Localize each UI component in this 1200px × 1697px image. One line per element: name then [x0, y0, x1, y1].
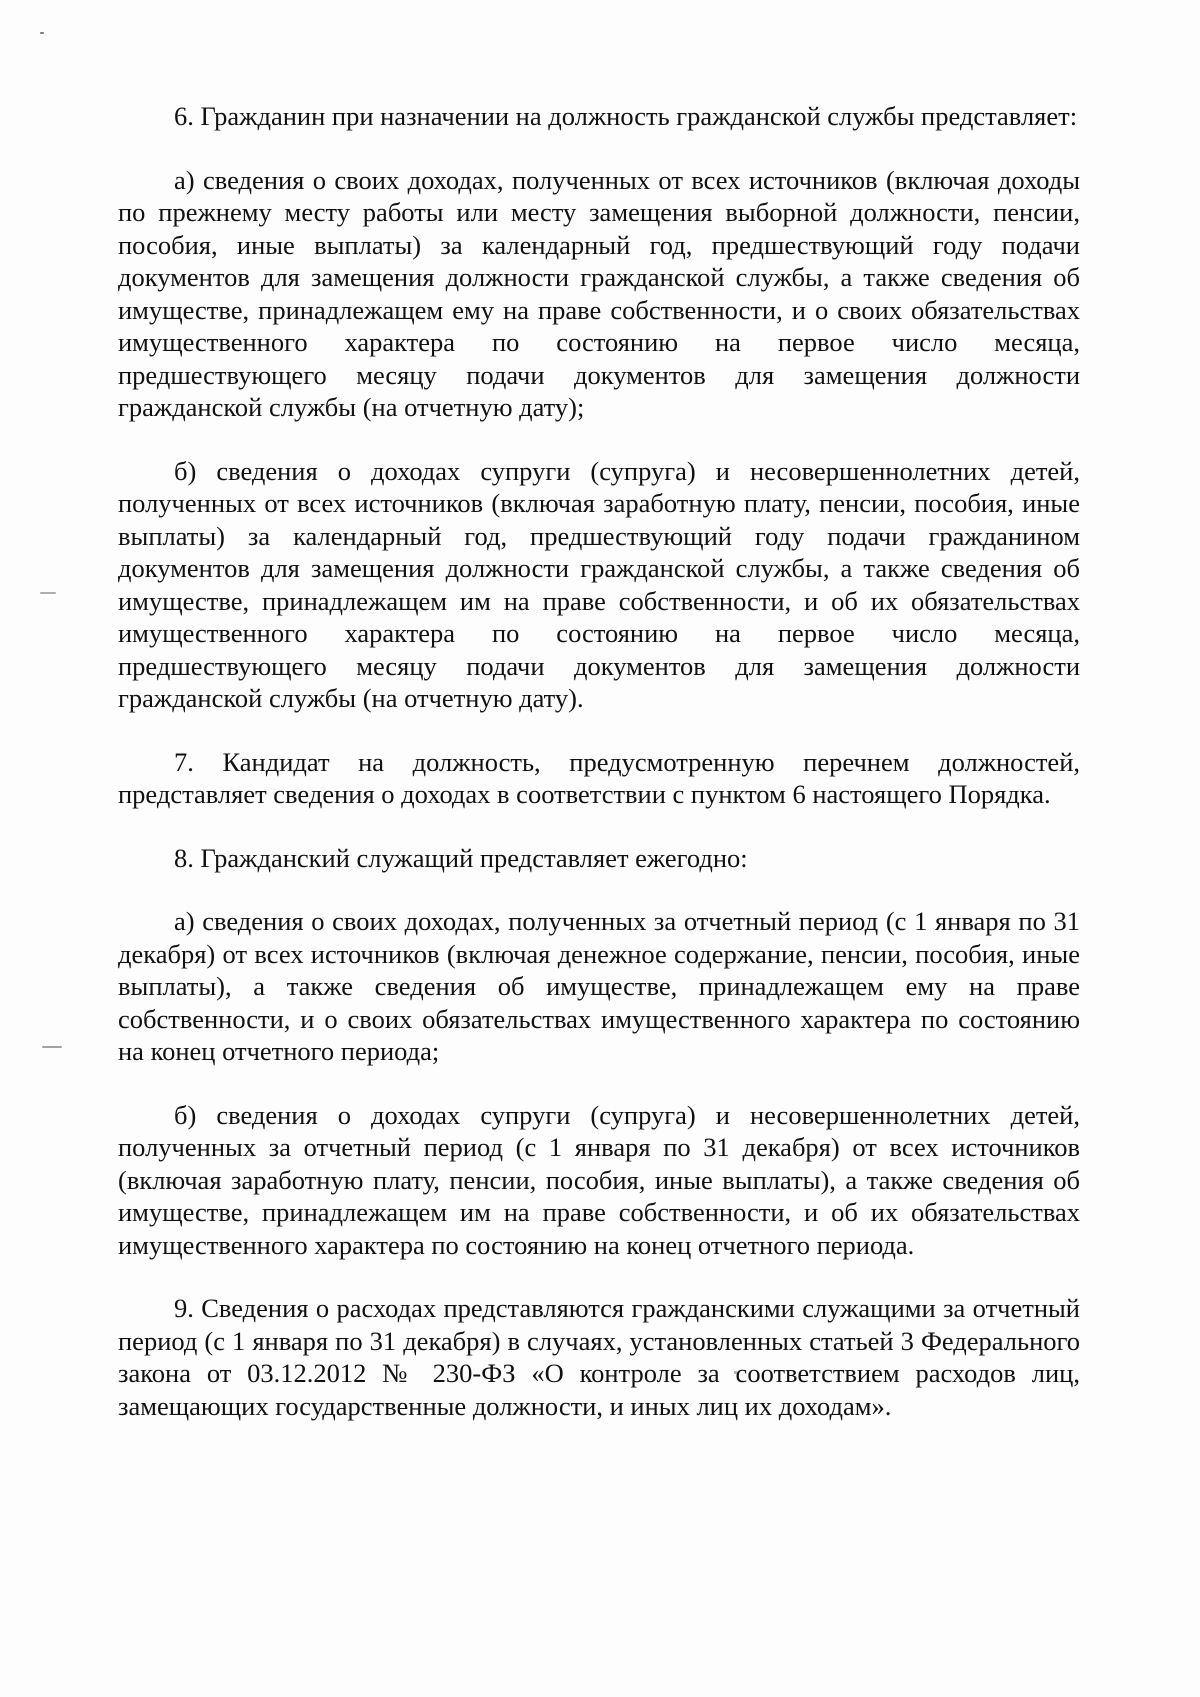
paragraph-6: 6. Гражданин при назначении на должность гражданской службы представляет:: [174, 101, 1078, 131]
document-body: [118, 100, 1080, 1422]
paragraph-7: 7. Кандидат на должность, предусмотренную перечнем должностей, представляет сведения о доходах в соответствии с пунктом 6 настоящего Порядка.: [118, 746, 1080, 809]
paragraph-8b: б) сведения о доходах супруги (супруга) и несовершеннолетних детей, полученных за отчетный период (с 1 января по 31 декабря) от всех источников (включая заработную плату, пенсии, пособия, иные выплаты), а также сведения об имуществе, принадлежащем им на праве собственности, и об их обязательствах имущественного характера по состоянию на конец отчетного периода.: [118, 1099, 1080, 1260]
scan-speck: [40, 592, 56, 594]
paragraph-6a: а) сведения о своих доходах, полученных от всех источников (включая доходы по прежнему месту работы или месту замещения выборной должности, пенсии, пособия, иные выплаты) за календарный год, предшествующий году подачи документов для замещения должности гражданской службы, а также сведения об имуществе, принадлежащем ему на праве собственности, и о своих обязательствах имущественного характера по состоянию на первое число месяца, предшествующего месяцу подачи документов для замещения должности гражданской службы (на отчетную дату);: [118, 164, 1080, 422]
scan-speck: [40, 32, 44, 34]
paragraph-8: 8. Гражданский служащий представляет ежегодно:: [174, 842, 748, 873]
paragraph-6b: б) сведения о доходах супруги (супруга) и несовершеннолетних детей, полученных от всех источников (включая заработную плату, пенсии, пособия, иные выплаты) за календарный год, предшествующий году подачи гражданином документов для замещения должности гражданской службы, а также сведения об имуществе, принадлежащем им на праве собственности, и об их обязательствах имущественного характера по состоянию на первое число месяца, предшествующего месяцу подачи документов для замещения должности гражданской службы (на отчетную дату).: [118, 455, 1080, 713]
paragraph-9: 9. Сведения о расходах представляются гражданскими служащими за отчетный период (с 1 января по 31 декабря) в случаях, установленных статьей 3 Федерального закона от 03.12.2012 № 230-ФЗ «О контроле за соответствием расходов лиц, замещающих государственные должности, и иных лиц их доходам».: [118, 1293, 1080, 1421]
scan-speck: [42, 1046, 62, 1048]
paragraph-8a: а) сведения о своих доходах, полученных за отчетный период (с 1 января по 31 декабря) от всех источников (включая денежное содержание, пенсии, пособия, иные выплаты), а также сведения об имуществе, принадлежащем ему на праве собственности, и о своих обязательствах имущественного характера по состоянию на конец отчетного периода;: [118, 906, 1080, 1066]
